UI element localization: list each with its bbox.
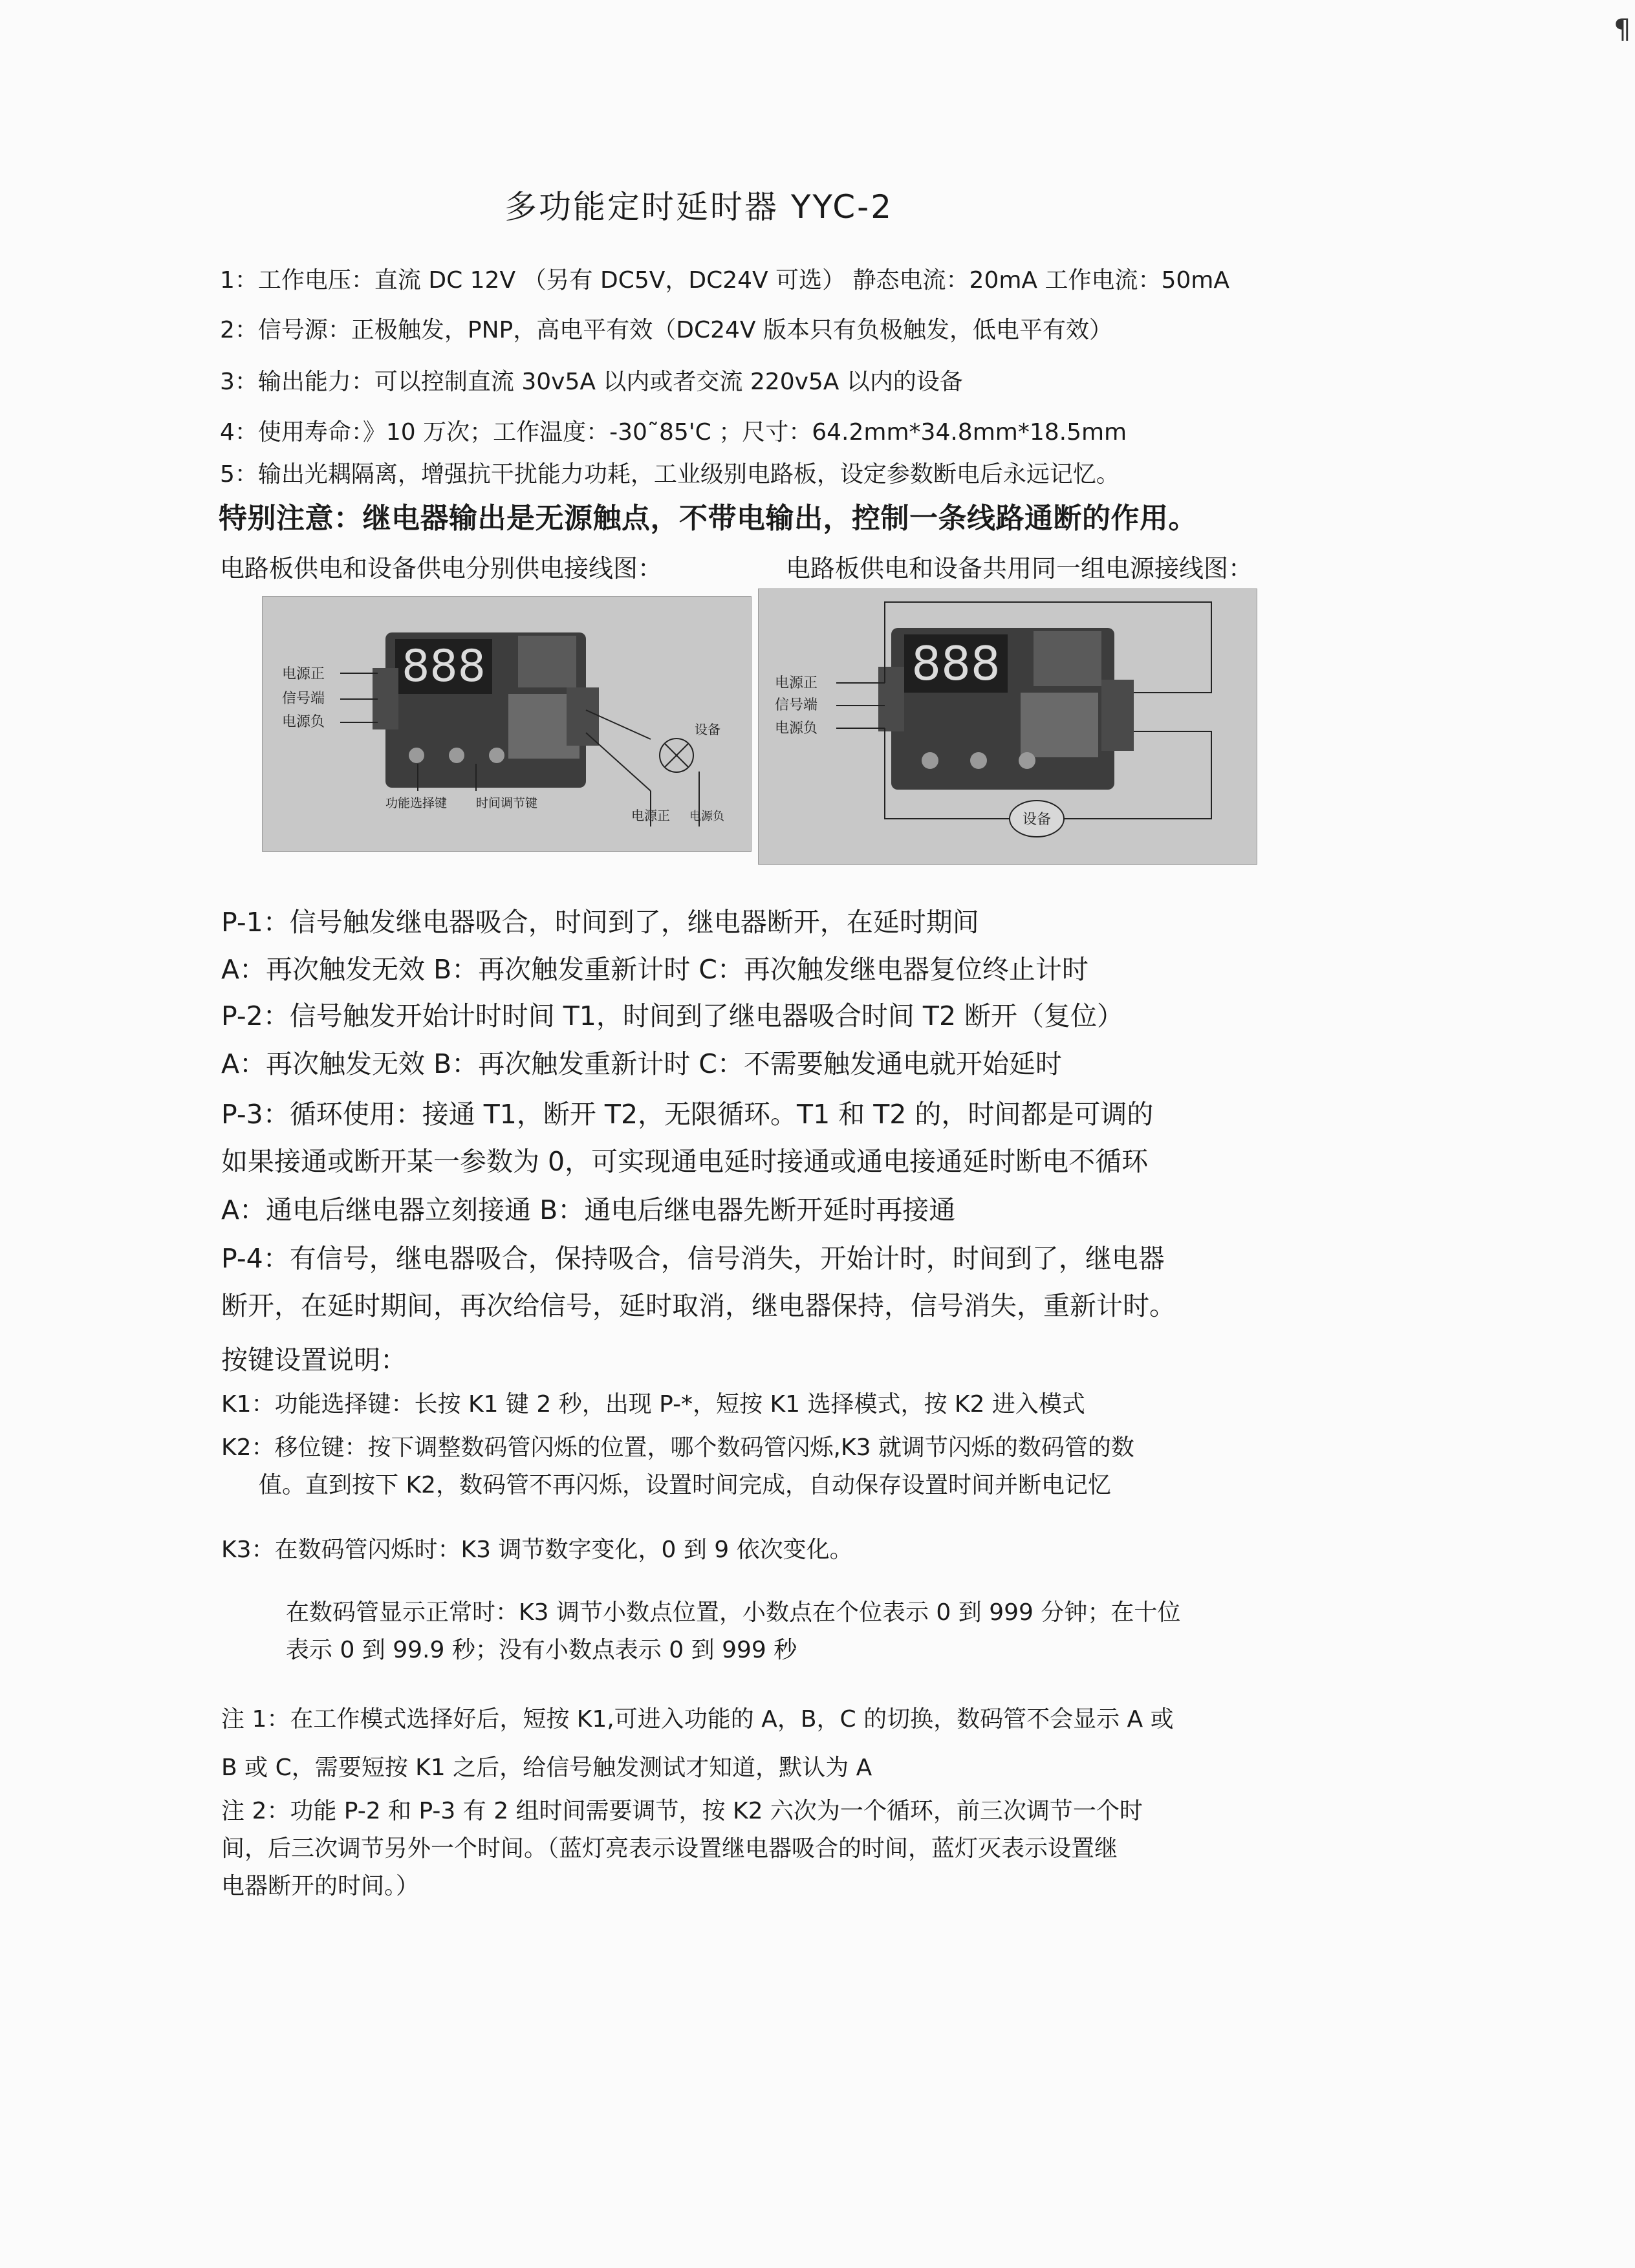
key-k1: K1：功能选择键：长按 K1 键 2 秒，出现 P-*，短按 K1 选择模式，按 K2 进入模式 xyxy=(221,1391,1085,1418)
mode-p1-options: A：再次触发无效 B：再次触发重新计时 C：再次触发继电器复位终止计时 xyxy=(221,954,1088,985)
key-settings-heading: 按键设置说明： xyxy=(221,1345,407,1376)
caption-left: 电路板供电和设备供电分别供电接线图： xyxy=(220,554,663,583)
wiring-diagram-shared xyxy=(758,589,1257,865)
label-signal: 信号端 xyxy=(282,691,325,707)
led-display: 888 xyxy=(402,641,486,692)
key-k3-normal-cont: 表示 0 到 99.9 秒；没有小数点表示 0 到 999 秒 xyxy=(286,1637,797,1663)
mode-p3: P-3：循环使用：接通 T1，断开 T2，无限循环。T1 和 T2 的，时间都是可调的 xyxy=(221,1099,1154,1130)
button-k3 xyxy=(489,748,504,763)
margin-mark: ¶ xyxy=(1614,13,1631,45)
mode-p2: P-2：信号触发开始计时时间 T1，时间到了继电器吸合时间 T2 断开（复位） xyxy=(221,1000,1124,1031)
button-k1 xyxy=(409,748,424,763)
label-power-neg: 电源负 xyxy=(282,714,325,730)
key-k2: K2：移位键：按下调整数码管闪烁的位置，哪个数码管闪烁,K3 就调节闪烁的数码管的数 xyxy=(221,1434,1134,1461)
label-time-key: 时间调节键 xyxy=(476,796,538,810)
mode-p3-options: A：通电后继电器立刻接通 B：通电后继电器先断开延时再接通 xyxy=(221,1194,956,1226)
note-2-end: 电器断开的时间。） xyxy=(221,1873,420,1899)
button-k3 xyxy=(1019,752,1035,769)
label-pos: 电源正 xyxy=(631,808,670,823)
special-note: 特别注意：继电器输出是无源触点，不带电输出，控制一条线路通断的作用。 xyxy=(219,502,1197,535)
spec-line-5: 5：输出光耦隔离，增强抗干扰能力功耗，工业级别电路板，设定参数断电后永远记忆。 xyxy=(220,461,1120,488)
label-power-neg: 电源负 xyxy=(775,720,818,737)
page-title: 多功能定时延时器 YYC-2 xyxy=(504,188,894,226)
wiring-diagram-separate xyxy=(262,596,752,852)
label-device: 设备 xyxy=(1022,812,1052,828)
note-2-cont: 间，后三次调节另外一个时间。（蓝灯亮表示设置继电器吸合的时间，蓝灯灭表示设置继 xyxy=(221,1835,1118,1862)
label-signal: 信号端 xyxy=(775,697,818,713)
label-device: 设备 xyxy=(695,722,720,737)
spec-line-2: 2：信号源：正极触发，PNP，高电平有效（DC24V 版本只有负极触发，低电平有效） xyxy=(220,317,1112,343)
caption-right: 电路板供电和设备共用同一组电源接线图： xyxy=(786,554,1253,583)
led-display: 888 xyxy=(911,636,1001,691)
key-k2-cont: 值。直到按下 K2，数码管不再闪烁，设置时间完成，自动保存设置时间并断电记忆 xyxy=(259,1472,1111,1498)
note-2: 注 2：功能 P-2 和 P-3 有 2 组时间需要调节，按 K2 六次为一个循环，前三次调节一个时 xyxy=(221,1798,1143,1824)
spec-line-3: 3：输出能力：可以控制直流 30v5A 以内或者交流 220v5A 以内的设备 xyxy=(220,369,963,395)
spec-line-4: 4：使用寿命：》10 万次；工作温度：-30˜85'C ；尺寸：64.2mm*34.8mm*18.5mm xyxy=(220,419,1127,446)
button-k2 xyxy=(449,748,464,763)
button-k2 xyxy=(970,752,987,769)
label-neg: 电源负 xyxy=(689,810,724,823)
note-1: 注 1：在工作模式选择好后，短按 K1,可进入功能的 A，B，C 的切换，数码管不会显示 A 或 xyxy=(221,1706,1174,1733)
relay-module xyxy=(1021,693,1098,757)
note-1-cont: B 或 C，需要短按 K1 之后，给信号触发测试才知道，默认为 A xyxy=(221,1755,872,1781)
key-k3: K3：在数码管闪烁时：K3 调节数字变化，0 到 9 依次变化。 xyxy=(221,1537,853,1563)
label-power-pos: 电源正 xyxy=(775,675,818,691)
button-k1 xyxy=(922,752,938,769)
label-func-key: 功能选择键 xyxy=(385,796,448,810)
mode-p4: P-4：有信号，继电器吸合，保持吸合，信号消失，开始计时，时间到了，继电器 xyxy=(221,1243,1165,1274)
mode-p3-detail: 如果接通或断开某一参数为 0，可实现通电延时接通或通电接通延时断电不循环 xyxy=(221,1146,1149,1177)
label-power-pos: 电源正 xyxy=(282,666,325,682)
mode-p2-options: A：再次触发无效 B：再次触发重新计时 C：不需要触发通电就开始延时 xyxy=(221,1048,1062,1079)
mode-p4-detail: 断开，在延时期间，再次给信号，延时取消，继电器保持，信号消失，重新计时。 xyxy=(221,1290,1176,1321)
mode-p1: P-1：信号触发继电器吸合，时间到了，继电器断开，在延时期间 xyxy=(221,907,979,938)
spec-line-1: 1：工作电压：直流 DC 12V （另有 DC5V，DC24V 可选） 静态电流：20mA 工作电流：50mA xyxy=(220,267,1229,294)
key-k3-normal: 在数码管显示正常时：K3 调节小数点位置，小数点在个位表示 0 到 999 分钟；在十位 xyxy=(286,1599,1181,1626)
